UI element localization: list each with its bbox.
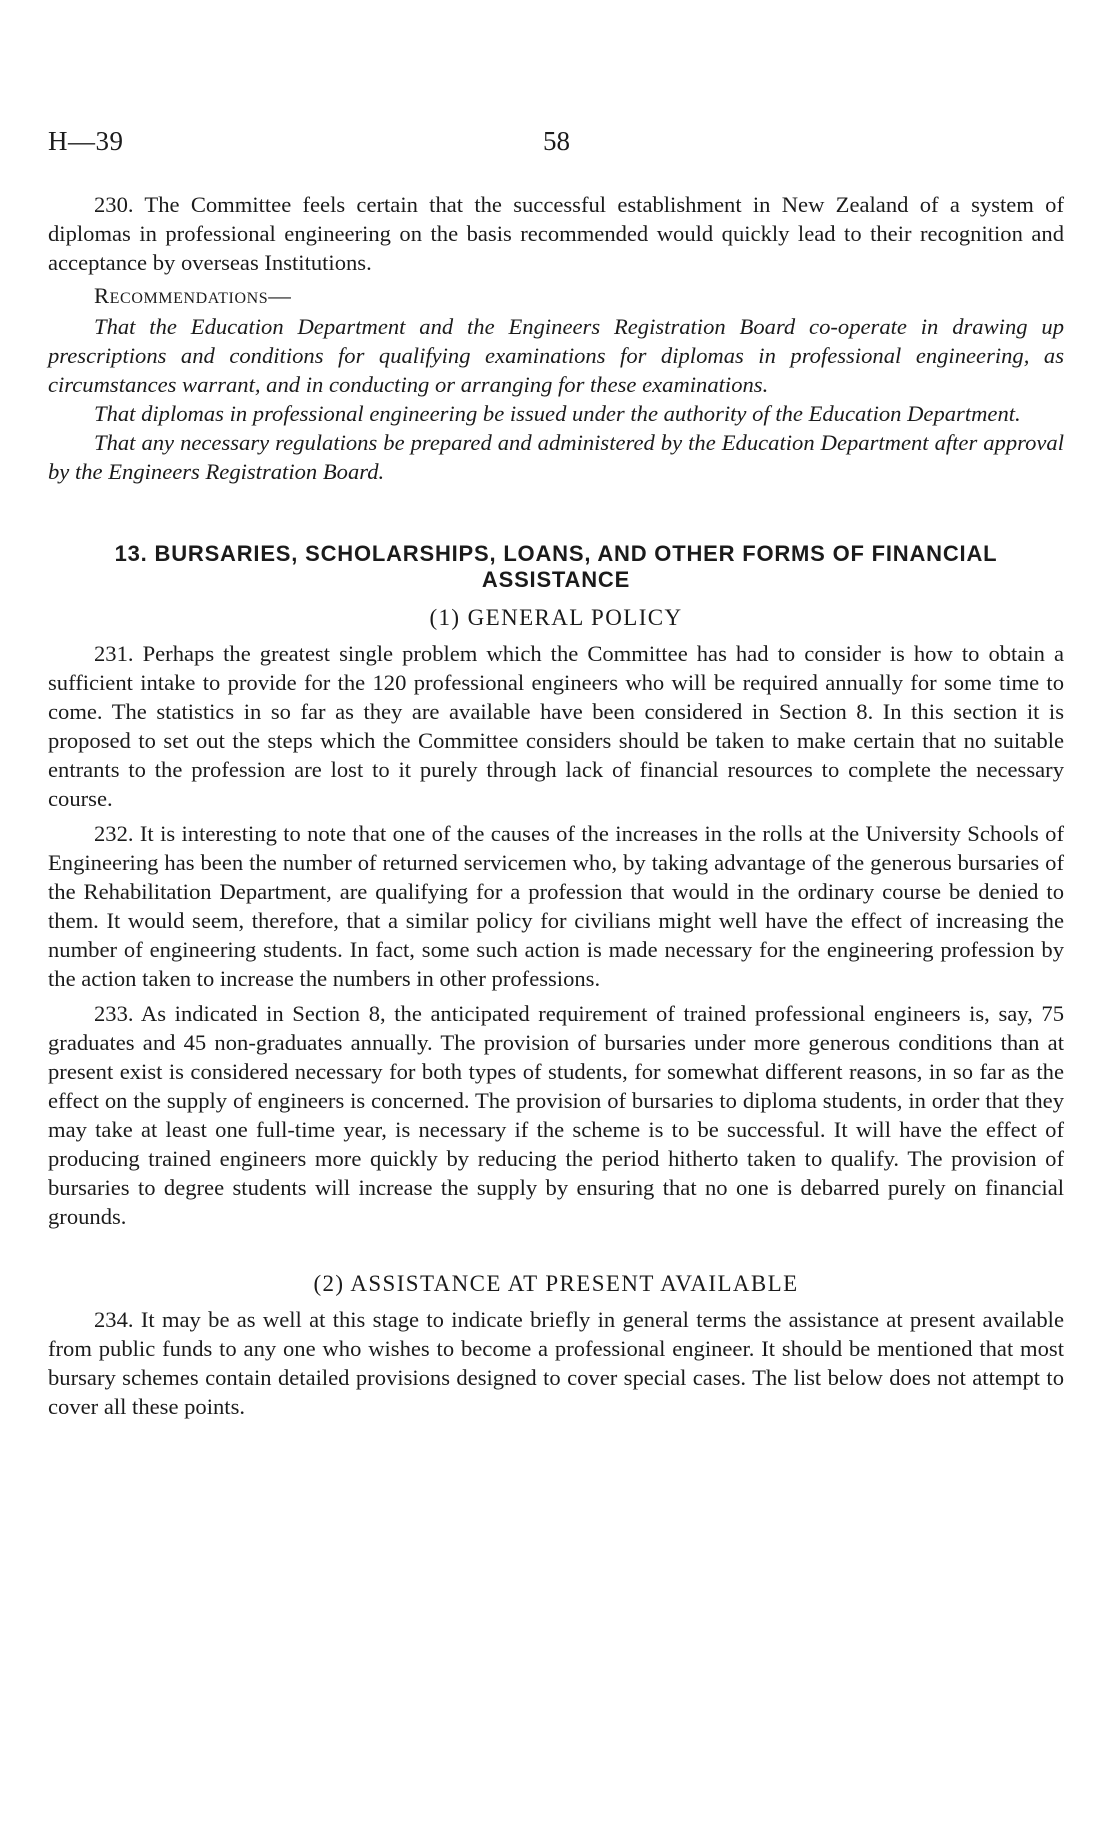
page-number: 58 [543, 126, 570, 156]
page-reference: H—39 [48, 126, 124, 156]
paragraph-231: 231. Perhaps the greatest single problem which the Committee has had to consider is how to obtain a sufficient intake to provide for the 120 professional engineers who will be required annually for some time to come. The statistics in so far as they are available have been considered in Section 8. In this section it is proposed to set out the steps which the Committee considers should be taken to make certain that no suitable entrants to the profession are lost to it purely through lack of financial resources to complete the necessary course. [48, 641, 1064, 811]
paragraph-230: 230. The Committee feels certain that the successful establishment in New Zealand of a system of diplomas in professional engineering on the basis recommended would quickly lead to their recognition and acceptance by overseas Institutions. [48, 192, 1064, 275]
recommendation-2: That diplomas in professional engineering be issued under the authority of the Education Department. [94, 401, 1021, 426]
paragraph-232: 232. It is interesting to note that one of the causes of the increases in the rolls at the University Schools of Engineering has been the number of returned servicemen who, by taking advantage of the generous bursaries of the Rehabilitation Department, are qualifying for a profession that would in the ordinary course be denied to them. It would seem, therefore, that a similar policy for civilians might well have the effect of increasing the number of engineering students. In fact, some such action is made necessary for the engineering profession by the action taken to increase the numbers in other professions. [48, 821, 1064, 991]
recommendations-heading: Recommendations— [94, 283, 292, 308]
subheading-assistance-available: (2) ASSISTANCE AT PRESENT AVAILABLE [313, 1271, 799, 1296]
running-header [48, 126, 1064, 160]
subheading-general-policy: (1) GENERAL POLICY [429, 605, 683, 630]
paragraph-234: 234. It may be as well at this stage to indicate briefly in general terms the assistance at present available from public funds to any one who wishes to become a professional engineer. It should be mentioned that most bursary schemes contain detailed provisions designed to cover special cases. The list below does not attempt to cover all these points. [48, 1307, 1064, 1419]
recommendation-3: That any necessary regulations be prepared and administered by the Education Department after approval by the Engineers Registration Board. [48, 430, 1064, 484]
section-title: 13. BURSARIES, SCHOLARSHIPS, LOANS, AND OTHER FORMS OF FINANCIAL ASSISTANCE [114, 541, 998, 592]
page-body [48, 190, 1064, 1421]
paragraph-233: 233. As indicated in Section 8, the anticipated requirement of trained professional engineers is, say, 75 graduates and 45 non-graduates annually. The provision of bursaries under more generous conditions than at present exist is considered necessary for both types of students, for somewhat different reasons, in so far as the effect on the supply of engineers is concerned. The provision of bursaries to diploma students, in order that they may take at least one full-time year, is necessary if the scheme is to be successful. It will have the effect of producing trained engineers more quickly by reducing the period hitherto taken to qualify. The provision of bursaries to degree students will increase the supply by ensuring that no one is debarred purely on financial grounds. [48, 1001, 1064, 1229]
recommendation-1: That the Education Department and the Engineers Registration Board co-operate in drawing up prescriptions and conditions for qualifying examinations for diplomas in professional engineering, as circumstances warrant, and in conducting or arranging for these examinations. [48, 314, 1064, 397]
document-page [48, 0, 1064, 1822]
